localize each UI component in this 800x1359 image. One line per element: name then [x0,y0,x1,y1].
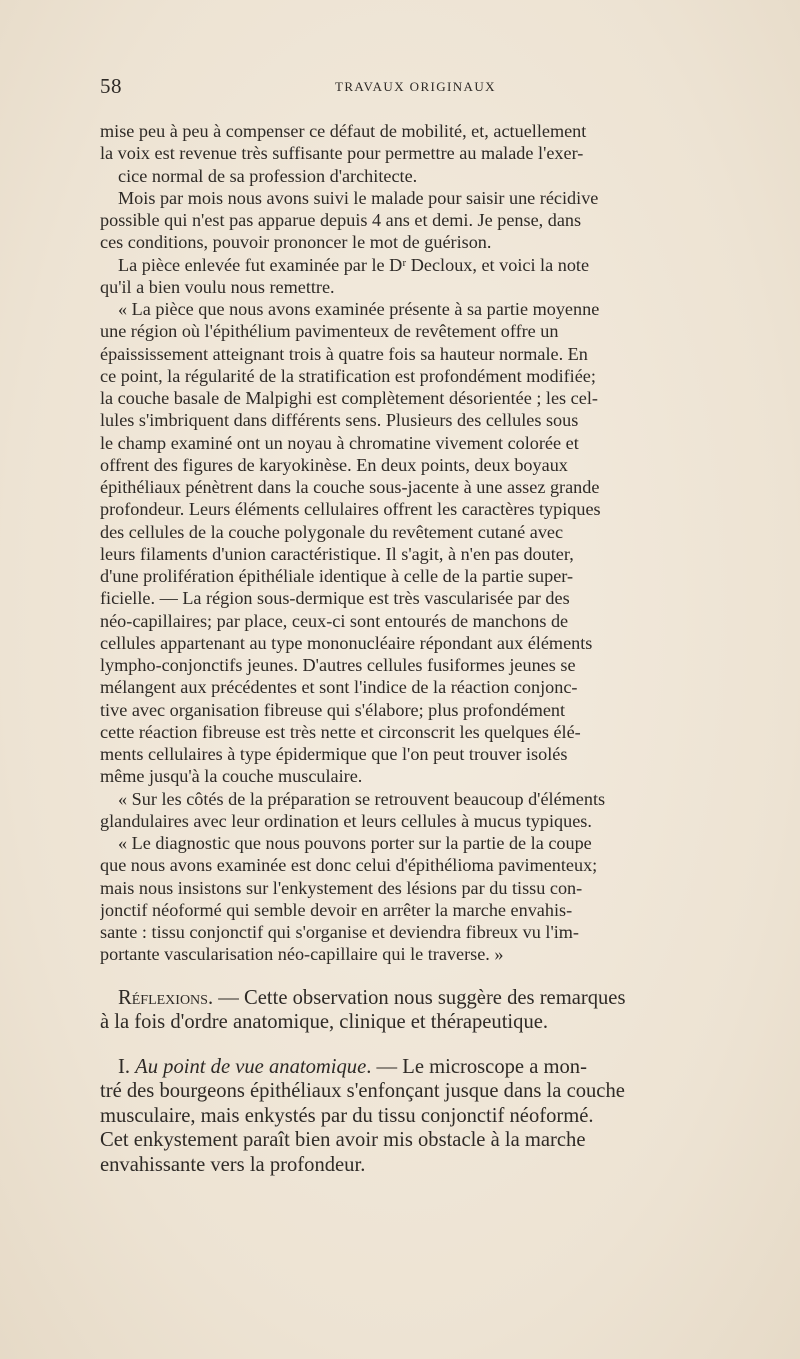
reflexions-label: Réflexions [118,986,208,1009]
text-line: La pièce enlevée fut examinée par le Dʳ Decloux, et voici la note [118,254,590,275]
text-line: sante : tissu conjonctif qui s'organise et deviendra fibreux vu l'im- [100,922,579,942]
text-line: offrent des figures de karyokinèse. En deux points, deux boyaux [100,454,568,475]
text-line: musculaire, mais enkystés par du tissu conjonctif néoformé. [100,1104,594,1127]
text-line: leurs filaments d'union caractéristique. Il s'agit, à n'en pas douter, [100,543,574,564]
paragraph-2 [100,187,752,254]
text-line: tive avec organisation fibreuse qui s'élabore; plus profondément [100,699,566,720]
text-line: « La pièce que nous avons examinée présente à sa partie moyenne [118,299,600,319]
pathology-report-quote [100,298,752,788]
text-line: ces conditions, pouvoir prononcer le mot de guérison. [100,232,492,253]
anatomical-point-paragraph [100,1055,752,1178]
text-line: la voix est revenue très suffisante pour permettre au malade l'exer- [100,143,584,164]
text-line: épithéliaux pénètrent dans la couche sous-jacente à une assez grande [100,477,600,497]
text-line: épaississement atteignant trois à quatre fois sa hauteur normale. En [100,343,588,364]
text-line: néo-capillaires; par place, ceux-ci sont entourés de manchons de [100,610,569,631]
text-line: mélangent aux précédentes et sont l'indice de la réaction conjonc- [100,677,578,698]
text-line: cice normal de sa profession d'architecte. [118,165,418,186]
text-line: lules s'imbriquent dans différents sens. Plusieurs des cellules sous [100,410,579,431]
body-text [100,120,752,1177]
text-line: mais nous insistons sur l'enkystement des lésions par du tissu con- [100,877,583,898]
text-line: une région où l'épithélium pavimenteux de revêtement offre un [100,321,559,342]
text-line [100,986,752,1011]
text-line: à la fois d'ordre anatomique, clinique et thérapeutique. [100,1011,549,1033]
spacer [100,1035,752,1055]
quote-paragraph-diagnosis [100,832,752,966]
reflexions-text: . — Cette observation nous suggère des remarques [207,986,626,1009]
text-line: Cet enkystement paraît bien avoir mis obstacle à la marche [100,1129,586,1151]
text-line: portante vascularisation néo-capillaire qui le traverse. » [100,944,504,965]
paragraph-1 [100,120,752,187]
text-line: Mois par mois nous avons suivi le malade pour saisir une récidive [118,187,599,208]
text-line: possible qui n'est pas apparue depuis 4 ans et demi. Je pense, dans [100,210,582,230]
text-line: glandulaires avec leur ordination et leurs cellules à mucus typiques. [100,810,592,831]
section-numeral: I. [118,1055,136,1078]
text-line: ce point, la régularité de la stratification est profondément modifiée; [100,365,596,386]
text-line: jonctif néoformé qui semble devoir en arrêter la marche envahis- [100,899,573,920]
text-line: cellules appartenant au type mononucléaire répondant aux éléments [100,632,593,653]
text-line: que nous avons examinée est donc celui d'épithélioma pavimenteux; [100,855,598,876]
spacer [100,966,752,986]
section-text: . — Le microscope a mon- [366,1055,587,1078]
text-line: des cellules de la couche polygonale du revêtement cutané avec [100,521,564,542]
section-title: Au point de vue anatomique [135,1055,367,1078]
text-line: ments cellulaires à type épidermique que l'on peut trouver isolés [100,744,568,764]
text-line: mise peu à peu à compenser ce défaut de mobilité, et, actuellement [100,121,587,141]
running-title: TRAVAUX ORIGINAUX [335,79,496,94]
text-line: « Le diagnostic que nous pouvons porter sur la partie de la coupe [118,833,592,853]
text-line: même jusqu'à la couche musculaire. [100,766,363,787]
text-line: cette réaction fibreuse est très nette et circonscrit les quelques élé- [100,721,581,742]
text-line: lympho-conjonctifs jeunes. D'autres cellules fusiformes jeunes se [100,655,576,675]
text-line: d'une prolifération épithéliale identique à celle de la partie super- [100,566,574,586]
page-header [100,74,730,102]
text-line [100,1055,752,1080]
text-line: ficielle. — La région sous-dermique est très vascularisée par des [100,588,570,609]
page-number: 58 [100,74,122,98]
text-line: profondeur. Leurs éléments cellulaires offrent les caractères typiques [100,499,601,520]
reflexions-paragraph [100,986,752,1035]
quote-paragraph-glands [100,788,752,833]
text-line: le champ examiné ont un noyau à chromatine vivement colorée et [100,432,579,453]
text-line: tré des bourgeons épithéliaux s'enfonçant jusque dans la couche [100,1080,625,1102]
text-line: « Sur les côtés de la préparation se retrouvent beaucoup d'éléments [118,788,606,809]
text-line: envahissante vers la profondeur. [100,1153,366,1176]
text-line: qu'il a bien voulu nous remettre. [100,276,335,297]
paragraph-3 [100,254,752,299]
text-line: la couche basale de Malpighi est complètement désorientée ; les cel- [100,388,598,408]
